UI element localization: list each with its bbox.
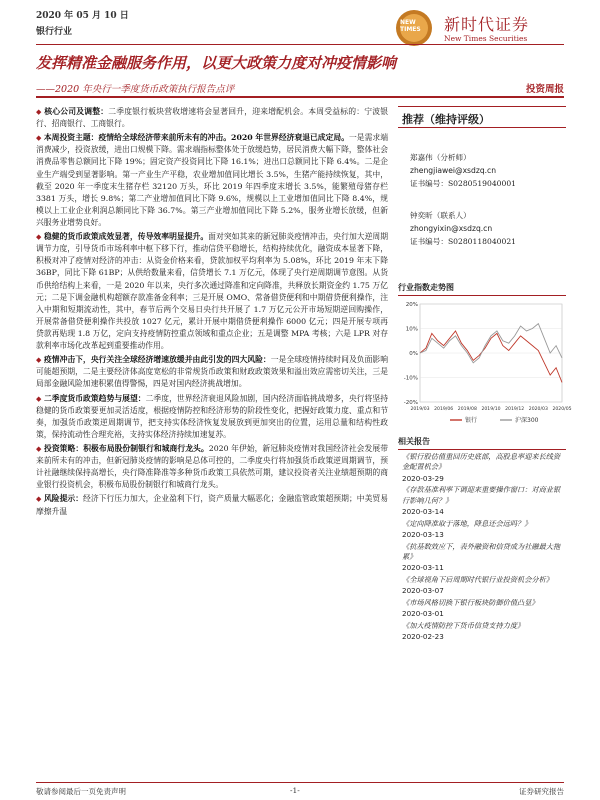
paragraph-outlook: ◆ 二季度货币政策趋势与展望：二季度，世界经济衰退风险加剧，国内经济面临挑战增多，央行将坚持稳健的货币政策要更加灵活适度，根据疫情防控和经济形势的阶段性变化，把握好政策力度、重点和节奏，加强货币政策逆周期调节，把支持实体经济恢复发展放到更加突出的位置，运用总量和结构性政策，保持流动性合理充裕，支持实体经济持续加速复苏。 <box>36 393 389 439</box>
chart-legend-label: 沪深300 <box>515 417 539 424</box>
header-divider <box>36 44 564 45</box>
rating: 推荐（维持评级） <box>402 113 490 126</box>
chart-x-tick-label: 2020/05 <box>552 407 572 412</box>
chart-legend-label: 银行 <box>465 417 478 424</box>
title-divider <box>36 96 564 98</box>
page-number: -1- <box>290 786 300 795</box>
analyst-1 <box>410 152 516 191</box>
analyst-email: zhengjiawei@xsdzq.cn <box>410 165 497 175</box>
related-report-date: 2020-02-23 <box>402 632 444 641</box>
paragraph-core-companies: ◆ 核心公司及调整：二季度银行板块营收增速将会显著回升，迎来增配机会。本周受益标的：宁波银行、招商银行、工商银行。 <box>36 107 389 129</box>
chart-y-tick-label: 0% <box>409 351 418 357</box>
diamond-bullet-icon: ◆ <box>36 233 42 242</box>
diamond-bullet-icon: ◆ <box>36 495 42 504</box>
analyst-name: 郑嘉伟（分析师） <box>410 153 471 162</box>
diamond-bullet-icon: ◆ <box>36 356 42 365</box>
chart-x-tick-label: 2019/12 <box>505 407 525 412</box>
diamond-bullet-icon: ◆ <box>36 444 42 453</box>
logo-mark-text: NEW TIMES <box>400 19 421 33</box>
related-report-date: 2020-03-13 <box>402 530 444 540</box>
related-reports-title: 相关报告 <box>398 436 566 450</box>
analyst-name: 钟奕昕（联系人） <box>410 211 471 220</box>
paragraph-risks: ◆ 疫情冲击下，央行关注全球经济增速放缓并由此引发的四大风险：一是全球疫情持续时间及负面影响可能超预期，二是主要经济体高度宽松的非常规货币政策和财政政策效果和溢出效应需密切关注，三是局部金融风险加速积累值得警惕，四是对国内经济挑战增加。 <box>36 355 389 389</box>
logo-english-name: New Times Securities <box>444 34 528 43</box>
industry-label: 银行行业 <box>36 27 73 37</box>
analyst-cert: 证书编号：S0280519040001 <box>410 178 516 188</box>
related-report-date: 2020-03-01 <box>402 609 444 619</box>
analyst-cert: 证书编号：S0280118040021 <box>410 236 516 246</box>
related-report-title[interactable]: 《市场风格切换下银行板块防御价值凸显》 <box>402 597 539 607</box>
report-subtitle: ——2020 年央行一季度货币政策执行报告点评 <box>36 84 235 95</box>
report-type: 投资周报 <box>525 84 564 95</box>
paragraph-investment-theme: ◆ 本周投资主题：疫情给全球经济带来前所未有的冲击。2020 年世界经济衰退已成定局。一是需求端消费减少，投资放缓，进出口规模下降。需求端指标整体处于放缓趋势，居民消费大幅下降，整体社会消费品零售总额同比下降 19%；固定资产投资同比下降 16.1%；进出口总额同比下降 6.4%。二是企业生产端受到显著影响。第一产业生产平稳，农业增加值同比增长 3.5%，生猪产能持续恢复，其中，截至 2020 年一季度末生猪存栏 32120 万头，环比 2019 年四季度末增长 3.5%，能繁殖母猪存栏 3381 万头，增长 9.8%；第二产业增加值同比下降 9.6%，规模以上工业增加值同比下降 8.4%，规模以上工业企业利润总额同比下降 36.7%。第三产业增加值同比下降 5.2%，服务业增长放缓，但新兴服务业增势良好。 <box>36 133 388 227</box>
related-report-title[interactable]: 《定向降准取于落地，降息还会远吗？》 <box>402 518 532 528</box>
chart-y-tick-label: -20% <box>403 400 418 406</box>
chart-x-tick-label: 2019/06 <box>434 407 454 412</box>
paragraph-monetary-policy: ◆ 稳健的货币政策成效显著，传导效率明显提升。面对突如其来的新冠肺炎疫情冲击，央行加大逆周期调节力度，引导货币市场利率中枢下移下行，推动信贷平稳增长，结构持续优化，融资成本显著下降，积极对冲了疫情对经济的冲击：从资金价格来看，贷款加权平均利率为 5.08%，环比 2019 年末下降 36BP，同比下降 61BP；从供给数量来看，信贷增长 7.1 万亿元，体现了央行逆周期调节意图。从货币供给结构上来看，一是 2020 年以来，央行多次通过降准和定向降准，共释放长期资金约 1.75 万亿元；二是下调金融机构超额存款准备金利率；三是开展 OMO、常备借贷便利和中期借贷便利操作，注入中期和短期流动性，其中，春节后两个交易日央行共开展了 1.7 万亿元公开市场短期逆回购操作，开展常备借贷便利操作共投放 1027 亿元，累计开展中期借贷便利操作 6000 亿元；四是开展专项再贷款再贴现 1.8 万亿，定向支持疫情防控重点领域和重点企业；五是调整 MPA 考核；六是 LPR 对存款利率市场化改革起到重要推动作用。 <box>36 232 389 351</box>
chart-title: 行业指数走势图 <box>398 282 566 296</box>
sidebar <box>398 106 572 778</box>
chart-x-tick-label: 2019/10 <box>481 407 501 412</box>
company-logo <box>396 10 586 54</box>
analyst-email: zhongyixin@xsdzq.cn <box>410 223 493 233</box>
footer-label: 证券研究报告 <box>519 787 564 796</box>
paragraph-strategy: ◆ 投资策略：积极布局股份制银行和城商行龙头。2020 年伊始，新冠肺炎疫情对我国经济社会发展带来前所未有的冲击，但新冠肺炎疫情的影响是总体可控的，二季度央行将加强货币政策逆周期调节，预计社融继续保持高增长，央行降准降准等多种货币政策工具依然可期，建议投资者关注业绩超预期的商业银行投资机会，积极布局股份制银行和城商行龙头。 <box>36 443 388 490</box>
industry-index-chart <box>398 298 572 430</box>
chart-y-tick-label: 20% <box>405 302 418 308</box>
report-date: 2020 年 05 月 10 日 <box>36 11 129 21</box>
diamond-bullet-icon: ◆ <box>36 134 42 143</box>
rating-box <box>398 106 566 128</box>
chart-x-tick-label: 2019/08 <box>457 407 477 412</box>
diamond-bullet-icon: ◆ <box>36 394 42 403</box>
related-report-title[interactable]: 《抗基数效应下，表外融资和信贷成为社融最大拖累》 <box>402 541 561 561</box>
related-report-title[interactable]: 《加大疫情防控下货币信贷支持力度》 <box>402 620 525 630</box>
related-report-date: 2020-03-14 <box>402 507 444 517</box>
logo-mark-icon <box>396 10 432 46</box>
analyst-2 <box>410 210 516 249</box>
main-content <box>36 106 388 778</box>
chart-x-tick-label: 2019/03 <box>410 407 430 412</box>
related-report-date: 2020-03-11 <box>402 563 444 573</box>
related-report-title[interactable]: 《银行股估值重回历史底部，高股息率迎来长线资金配置机会》 <box>402 452 561 472</box>
chart-y-tick-label: -10% <box>403 375 418 382</box>
footer-divider <box>36 782 564 783</box>
chart-series-line <box>420 331 562 382</box>
paragraph-risk-warning: ◆ 风险提示：经济下行压力加大，企业盈利下行，资产质量大幅恶化；金融监管政策超预期；中美贸易摩擦升温 <box>36 494 389 516</box>
logo-chinese-name: 新时代证券 <box>444 15 530 34</box>
chart-y-tick-label: 10% <box>405 326 418 333</box>
related-report-date: 2020-03-07 <box>402 586 444 596</box>
report-title: 发挥精准金融服务作用，以更大政策力度对冲疫情影响 <box>36 54 397 72</box>
related-report-date: 2020-03-29 <box>402 473 444 483</box>
disclaimer-note: 敬请参阅最后一页免责声明 <box>36 787 126 796</box>
related-report-title[interactable]: 《存款基准利率下调迎来重要操作窗口：对商业银行影响几何？》 <box>402 485 561 505</box>
diamond-bullet-icon: ◆ <box>36 108 42 116</box>
related-reports-list <box>402 452 566 643</box>
chart-x-tick-label: 2020/03 <box>528 407 548 412</box>
related-report-title[interactable]: 《全球视角下后周期时代银行业投资机会分析》 <box>402 574 553 584</box>
